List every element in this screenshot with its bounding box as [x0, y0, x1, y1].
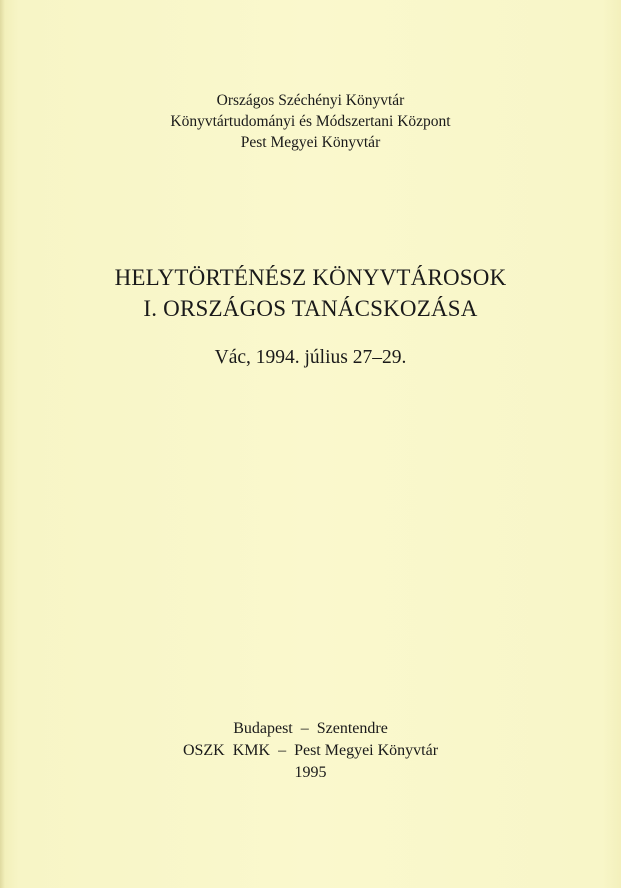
publisher-line-3: Pest Megyei Könyvtár [240, 134, 381, 151]
imprint-publishers: OSZK KMK – Pest Megyei Könyvtár [182, 742, 439, 759]
imprint-year: 1995 [294, 764, 327, 781]
title-line-2: I. ORSZÁGOS TANÁCSKOZÁSA [143, 296, 478, 321]
book-title [0, 262, 621, 324]
imprint-place: Budapest – Szentendre [233, 720, 388, 737]
publisher-line-1: Országos Széchényi Könyvtár [216, 92, 405, 109]
publisher-institutions [0, 90, 621, 153]
publisher-line-2: Könyvtártudományi és Módszertani Központ [170, 113, 451, 130]
imprint [0, 718, 621, 784]
event-date-place: Vác, 1994. július 27–29. [214, 347, 407, 368]
title-line-1: HELYTÖRTÉNÉSZ KÖNYVTÁROSOK [114, 265, 507, 290]
